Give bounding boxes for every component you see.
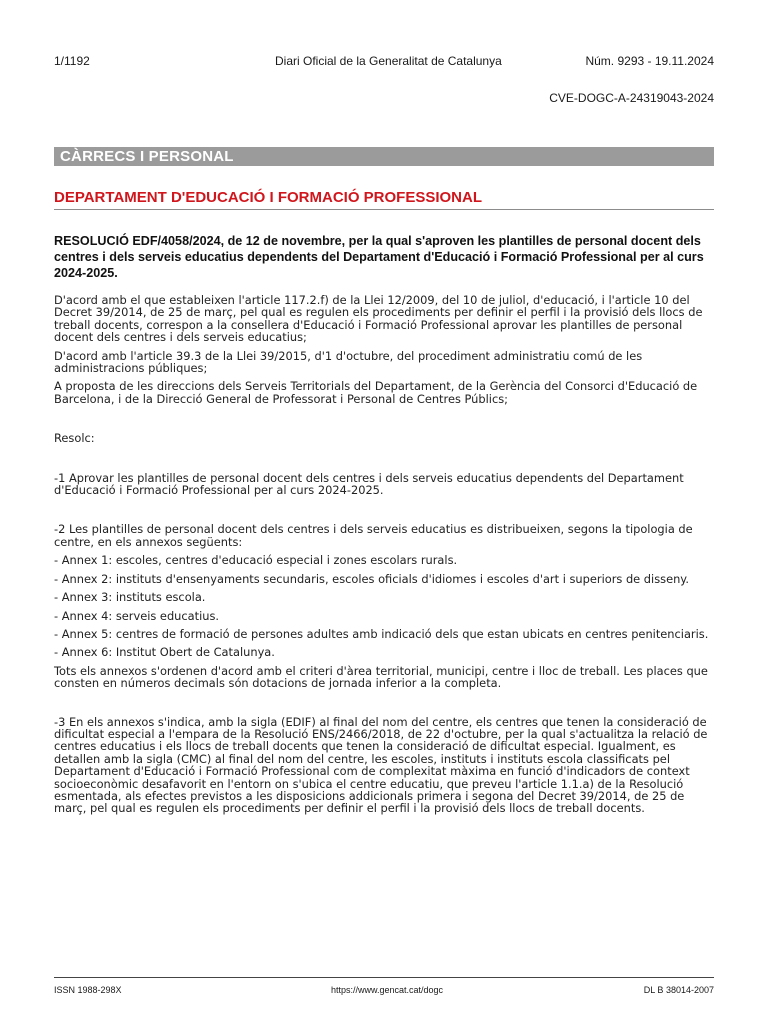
- annex-3-item: - Annex 3: instituts escola.: [54, 590, 206, 605]
- article-3: -3 En els annexos s'indica, amb la sigla (EDIF) al final del nom del centre, els centres que tenen la consideració de dificultat especial a l'empara de la Resolució ENS/2466/2018, de 22 d'octubre, per la qual s'actualitza la relació de centres educatius i els llocs de treball docents que tenen la consideració de dificultat especial. Igualment, es detallen amb la sigla (CMC) al final del nom del centre, les escoles, instituts i instituts escola classificats pel Departament d'Educació i Formació Professional com de complexitat màxima en funció d'indicadors de context socioeconòmic desafavorit en l'entorn on s'ubica el centre educatiu, que preveu l'article 1.1.a) de la Resolució esmentada, als efectes previstos a les disposicions addicionals primera i segona del Decret 39/2014, de 25 de març, pel qual es regulen els procediments per definir el perfil i la provisió dels llocs de treball docents.: [54, 714, 708, 816]
- issue-number-date: Núm. 9293 - 19.11.2024: [585, 54, 714, 68]
- paragraph-proposal: A proposta de les direccions dels Serveis Territorials del Departament, de la Gerència del Consorci d'Educació de Barcelona, i de la Direcció General de Professorat i Personal de Centres Públics;: [54, 379, 698, 406]
- cve-code: CVE-DOGC-A-24319043-2024: [549, 91, 714, 105]
- publication-name: Diari Oficial de la Generalitat de Catalunya: [275, 54, 502, 68]
- document-page: [54, 0, 714, 1024]
- section-heading: CÀRRECS I PERSONAL: [54, 147, 714, 166]
- department-divider: [54, 209, 714, 210]
- footer-url: https://www.gencat.cat/dogc: [331, 985, 444, 995]
- page-footer: [54, 985, 714, 997]
- footer-divider: [54, 977, 714, 978]
- paragraph-annex-order: Tots els annexos s'ordenen d'acord amb el criteri d'àrea territorial, municipi, centre i lloc de treball. Les places que consten en números decimals són dotacions de jornada inferior a la completa.: [54, 663, 708, 691]
- department-heading: DEPARTAMENT D'EDUCACIÓ I FORMACIÓ PROFESSIONAL: [54, 189, 483, 206]
- annex-2-item: - Annex 2: instituts d'ensenyaments secundaris, escoles oficials d'idiomes i escoles d'art i superiors de disseny.: [54, 571, 690, 586]
- page-header: [54, 54, 714, 70]
- paragraph-legal-basis: D'acord amb el que estableixen l'article 117.2.f) de la Llei 12/2009, del 10 de juliol, d'educació, i l'article 10 del Decret 39/2014, de 25 de març, pel qual es regulen els procediments per definir el perfil i la provisió dels llocs de treball docents, correspon a la consellera d'Educació i Formació Professional aprovar les plantilles de personal docent dels centres i dels serveis educatius;: [54, 293, 703, 345]
- resolution-title: RESOLUCIÓ EDF/4058/2024, de 12 de novembre, per la qual s'aproven les plantilles de personal docent dels centres i dels serveis educatius dependents del Departament d'Educació i Formació Professional per al curs 2024-2025.: [54, 234, 704, 280]
- annex-6-item: - Annex 6: Institut Obert de Catalunya.: [54, 645, 275, 660]
- issn: ISSN 1988-298X: [54, 985, 122, 995]
- annex-1-item: - Annex 1: escoles, centres d'educació especial i zones escolars rurals.: [54, 553, 458, 568]
- annex-4-item: - Annex 4: serveis educatius.: [54, 608, 220, 623]
- paragraph-resolc: Resolc:: [54, 431, 95, 446]
- article-2: -2 Les plantilles de personal docent dels centres i dels serveis educatius es distribueixen, segons la tipologia de centre, en els annexos següents:: [54, 522, 693, 549]
- paragraph-procedure-law: D'acord amb l'article 39.3 de la Llei 39/2015, d'1 d'octubre, del procediment administratiu comú de les administracions públiques;: [54, 348, 643, 376]
- page-number: 1/1192: [54, 54, 90, 68]
- article-1: -1 Aprovar les plantilles de personal docent dels centres i dels serveis educatius dependents del Departament d'Educació i Formació Professional per al curs 2024-2025.: [54, 470, 684, 498]
- legal-deposit: DL B 38014-2007: [643, 985, 714, 995]
- document-body: [54, 294, 714, 821]
- annex-5-item: - Annex 5: centres de formació de persones adultes amb indicació dels que estan ubicats en centres penitenciaris.: [54, 626, 709, 641]
